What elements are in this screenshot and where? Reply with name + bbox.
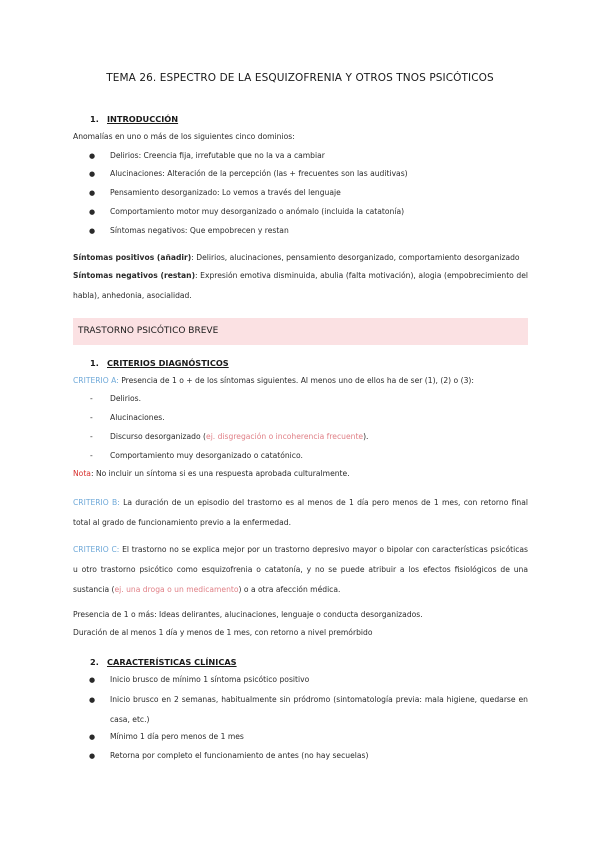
bullet-icon: ● <box>89 733 96 741</box>
criterio-b: CRITERIO B: La duración de un episodio del trastorno es al menos de 1 día pero menos de 1 mes, con retorno final total al grado de funcionamiento previo a la enfermedad. <box>73 498 528 527</box>
section-banner: TRASTORNO PSICÓTICO BREVE <box>73 318 528 345</box>
dash-marker: - <box>90 394 93 403</box>
bullet-icon: ● <box>89 189 96 197</box>
dash-marker: - <box>90 432 93 441</box>
dash-marker: - <box>90 413 93 422</box>
sintomas-negativos: Síntomas negativos (restan): Expresión emotiva disminuida, abulia (falta motivación), alogia (empobrecimiento del habla), anhedonia, asocialidad. <box>73 271 528 300</box>
bullet-icon: ● <box>89 696 96 704</box>
criterios-heading: 1. CRITERIOS DIAGNÓSTICOS <box>90 358 229 368</box>
bullet-icon: ● <box>89 752 96 760</box>
list-item: Pensamiento desorganizado: Lo vemos a través del lenguaje <box>110 188 341 197</box>
clinicas-heading: 2. CARACTERÍSTICAS CLÍNICAS <box>90 657 237 667</box>
dash-marker: - <box>90 451 93 460</box>
list-item: Comportamiento muy desorganizado o catatónico. <box>110 451 303 460</box>
list-item: Alucinaciones: Alteración de la percepción (las + frecuentes son las auditivas) <box>110 169 408 178</box>
list-item: Síntomas negativos: Que empobrecen y restan <box>110 226 289 235</box>
list-item: Delirios: Creencia fija, irrefutable que no la va a cambiar <box>110 151 325 160</box>
nota: Nota: No incluir un síntoma si es una respuesta aprobada culturalmente. <box>73 469 350 478</box>
list-item: Comportamiento motor muy desorganizado o anómalo (incluida la catatonía) <box>110 207 405 216</box>
bullet-icon: ● <box>89 152 96 160</box>
bullet-icon: ● <box>89 208 96 216</box>
list-item: Delirios. <box>110 394 141 403</box>
summary-presencia: Presencia de 1 o más: Ideas delirantes, alucinaciones, lenguaje o conducta desorganizados. <box>73 610 423 619</box>
criterio-a: CRITERIO A: Presencia de 1 o + de los síntomas siguientes. Al menos uno de ellos ha de ser (1), (2) o (3): <box>73 376 474 385</box>
bullet-icon: ● <box>89 676 96 684</box>
list-item: Retorna por completo el funcionamiento de antes (no hay secuelas) <box>110 751 369 760</box>
list-item: Inicio brusco de mínimo 1 síntoma psicótico positivo <box>110 675 310 684</box>
intro-heading: 1. INTRODUCCIÓN <box>90 114 179 124</box>
summary-duracion: Duración de al menos 1 día y menos de 1 mes, con retorno a nivel premórbido <box>73 628 373 637</box>
bullet-icon: ● <box>89 170 96 178</box>
intro-lead: Anomalías en uno o más de los siguientes cinco dominios: <box>73 132 295 141</box>
bullet-icon: ● <box>89 227 96 235</box>
criterio-c: CRITERIO C: El trastorno no se explica mejor por un trastorno depresivo mayor o bipolar con características psicóticas u otro trastorno psicótico como esquizofrenia o catatonía, y no se puede atribuir a los efectos fisiológicos de una sustancia (ej. una droga o un medicamento) o a otra afección médica. <box>73 545 528 594</box>
list-item: Inicio brusco en 2 semanas, habitualmente sin pródromo (sintomatología previa: mala higiene, quedarse en casa, etc.) <box>110 695 528 724</box>
sintomas-positivos: Síntomas positivos (añadir): Delirios, alucinaciones, pensamiento desorganizado, comportamiento desorganizado <box>73 253 520 262</box>
list-item: Alucinaciones. <box>110 413 165 422</box>
list-item: Discurso desorganizado (ej. disgregación o incoherencia frecuente). <box>110 432 369 441</box>
page-title: TEMA 26. ESPECTRO DE LA ESQUIZOFRENIA Y OTROS TNOS PSICÓTICOS <box>106 72 494 84</box>
list-item: Mínimo 1 día pero menos de 1 mes <box>110 732 244 741</box>
